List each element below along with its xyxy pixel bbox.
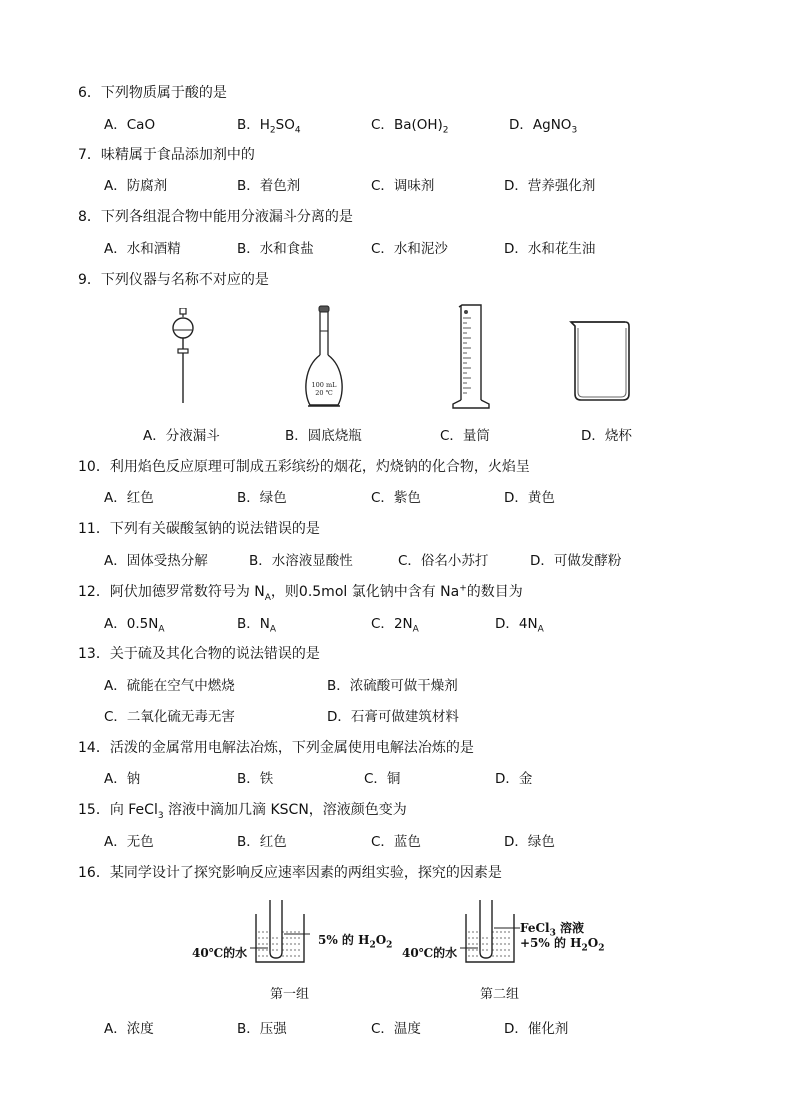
q8-stem: 8．下列各组混合物中能用分液漏斗分离的是 <box>78 209 353 225</box>
q12-option-b: B．$N_A$ <box>237 616 277 635</box>
q13-option-c: C．二氧化硫无毒无害 <box>104 709 235 725</box>
q7-option-a: A．防腐剂 <box>104 178 168 194</box>
q13-option-b: B．浓硫酸可做干燥剂 <box>327 678 458 694</box>
q10-option-b: B．绿色 <box>237 490 287 506</box>
q16-option-a: A．浓度 <box>104 1021 154 1037</box>
q11-option-a: A．固体受热分解 <box>104 553 208 569</box>
q15-option-c: C．蓝色 <box>371 834 421 850</box>
q14-option-d: D．金 <box>495 771 533 787</box>
q15-option-b: B．红色 <box>237 834 287 850</box>
group1-water-label: 40℃的水 <box>192 946 248 960</box>
separatory-funnel-image <box>166 308 200 406</box>
q7-option-d: D．营养强化剂 <box>504 178 596 194</box>
q16-option-b: B．压强 <box>237 1021 287 1037</box>
q8-option-b: B．水和食盐 <box>237 241 314 257</box>
q9-option-b: B．圆底烧瓶 <box>285 428 362 444</box>
q14-stem: 14．活泼的金属常用电解法冶炼，下列金属使用电解法冶炼的是 <box>78 740 474 756</box>
q14-option-b: B．铁 <box>237 771 274 787</box>
flask-temperature-label: 20 ℃ <box>315 389 333 397</box>
q12-stem: 12．阿伏加德罗常数符号为 $N_A$，则0.5mol 氯化钠中含有 Na+的数目为 <box>78 583 523 603</box>
experiment-group1-image <box>250 898 310 968</box>
q16-stem: 16．某同学设计了探究影响反应速率因素的两组实验，探究的因素是 <box>78 865 502 881</box>
q10-option-d: D．黄色 <box>504 490 555 506</box>
q7-option-c: C．调味剂 <box>371 178 435 194</box>
q10-option-a: A．红色 <box>104 490 154 506</box>
q12-option-d: D．$4N_A$ <box>495 616 544 635</box>
q11-stem: 11．下列有关碳酸氢钠的说法错误的是 <box>78 521 320 537</box>
q12-option-c: C．$2N_A$ <box>371 616 419 635</box>
q12-option-a: A．$0.5N_A$ <box>104 616 165 635</box>
q14-option-c: C．铜 <box>364 771 401 787</box>
q8-option-d: D．水和花生油 <box>504 241 596 257</box>
q9-option-a: A．分液漏斗 <box>143 428 220 444</box>
q6-option-c: C．$Ba(OH)_2$ <box>371 117 449 136</box>
q7-stem: 7．味精属于食品添加剂中的 <box>78 147 255 163</box>
q6-option-d: D．AgNO$_3$ <box>509 117 578 136</box>
q10-option-c: C．紫色 <box>371 490 421 506</box>
q16-option-c: C．温度 <box>371 1021 421 1037</box>
q10-stem: 10．利用焰色反应原理可制成五彩缤纷的烟花，灼烧钠的化合物，火焰呈 <box>78 459 530 475</box>
q7-option-b: B．着色剂 <box>237 178 301 194</box>
q11-option-c: C．俗名小苏打 <box>398 553 489 569</box>
graduated-cylinder-image <box>449 304 491 410</box>
q8-option-c: C．水和泥沙 <box>371 241 448 257</box>
q14-option-a: A．钠 <box>104 771 141 787</box>
q8-option-a: A．水和酒精 <box>104 241 181 257</box>
q6-stem: 6．下列物质属于酸的是 <box>78 85 227 101</box>
q6-option-a: A．CaO <box>104 117 156 133</box>
q15-option-a: A．无色 <box>104 834 154 850</box>
volumetric-flask-image <box>300 305 348 409</box>
q15-option-d: D．绿色 <box>504 834 555 850</box>
q11-option-d: D．可做发酵粉 <box>530 553 622 569</box>
q15-stem: 15．向 FeCl$_3$ 溶液中滴加几滴 KSCN，溶液颜色变为 <box>78 802 407 821</box>
q9-stem: 9．下列仪器与名称不对应的是 <box>78 272 269 288</box>
q13-option-a: A．硫能在空气中燃烧 <box>104 678 235 694</box>
q13-stem: 13．关于硫及其化合物的说法错误的是 <box>78 646 320 662</box>
q9-option-d: D．烧杯 <box>581 428 632 444</box>
group1-caption: 第一组 <box>270 987 310 1002</box>
q11-option-b: B．水溶液显酸性 <box>249 553 353 569</box>
group1-reagent-label: 5% 的 $H_2O_2$ <box>318 933 393 951</box>
q6-option-b: B．$H_2SO_4$ <box>237 117 301 136</box>
q16-option-d: D．催化剂 <box>504 1021 569 1037</box>
experiment-group2-image <box>460 898 520 968</box>
flask-volume-label: 100 mL <box>311 381 337 389</box>
group2-caption: 第二组 <box>480 987 520 1002</box>
q13-option-d: D．石膏可做建筑材料 <box>327 709 459 725</box>
q9-option-c: C．量筒 <box>440 428 490 444</box>
group2-reagent-line1: FeCl$_3$ 溶液 <box>520 921 585 939</box>
group2-water-label: 40℃的水 <box>402 946 458 960</box>
group2-reagent-line2: +5% 的 $H_2O_2$ <box>520 936 605 954</box>
beaker-image <box>569 318 635 402</box>
